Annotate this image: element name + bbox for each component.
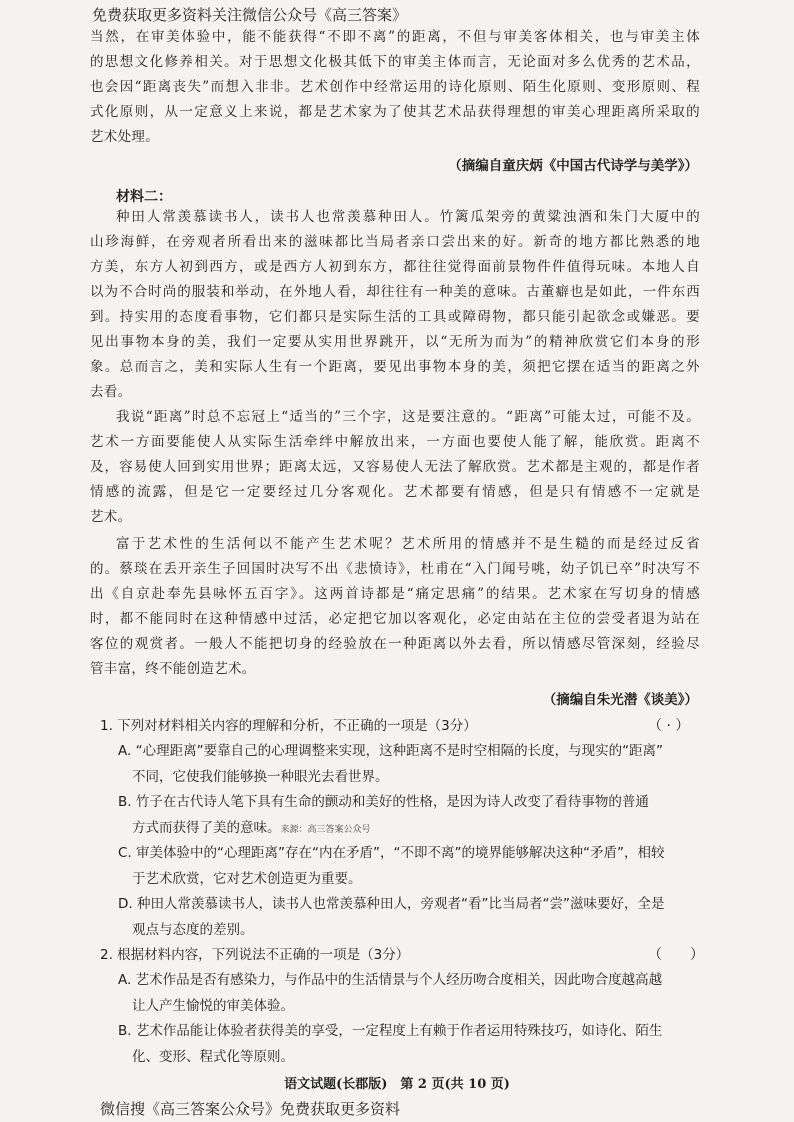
material2-line: 我说“距离”时总不忘冠上“适当的”三个字，这是要注意的。“距离”可能太过，可能不及。 — [116, 409, 700, 425]
material2-line: 及，容易使人回到实用世界；距离太远，又容易使人无法了解欣赏。艺术都是主观的，都是作者 — [90, 459, 700, 475]
passage1-line: 也会因“距离丧失”而想入非非。艺术创作中经常运用的诗化原则、陌生化原则、变形原则、程 — [90, 79, 700, 95]
q2-option-b-cont: 化、变形、程式化等原则。 — [132, 1049, 294, 1065]
passage1-line: 的思想文化修养相关。对于思想文化极其低下的审美主体而言，无论面对多么优秀的艺术品， — [90, 54, 700, 70]
material2-line: 客位的观赏者。一般人不能把切身的经验放在一种距离以外去看，所以情感尽管深刻，经验尽 — [90, 636, 700, 652]
passage1-line: 艺术处理。 — [90, 129, 159, 145]
passage1-line: 式化原则，从一定意义上来说，都是艺术家为了使其艺术品获得理想的审美心理距离所采取的 — [90, 104, 700, 120]
source-citation-1: （摘编自童庆炳《中国古代诗学与美学》） — [448, 158, 698, 174]
source-note: 来源：高三答案公众号 — [280, 825, 371, 835]
material2-line: 去看。 — [90, 384, 132, 400]
material2-line: 见出事物本身的美，我们一定要从实用世界跳开，以“无所为而为”的精神欣赏它们本身的形 — [90, 334, 700, 350]
passage1-line: 当然，在审美体验中，能不能获得“不即不离”的距离，不但与审美客体相关，也与审美主体 — [90, 29, 700, 45]
q1-option-c: C. 审美体验中的“心理距离”存在“内在矛盾”，“不即不离”的境界能够解决这种“矛盾”，相较 — [118, 845, 665, 861]
page-footer: 语文试题(长郡版) 第 2 页(共 10 页) — [284, 1077, 510, 1092]
answer-bracket-1: （ · ） — [648, 718, 690, 734]
material2-line: 方美，东方人初到西方，或是西方人初到东方，都往往觉得面前景物件件值得玩味。本地人自 — [90, 259, 700, 275]
material2-line: 的。蔡琰在丢开亲生子回国时决写不出《悲愤诗》，杜甫在“入门闻号咷，幼子饥已卒”时决写不 — [90, 561, 700, 577]
material2-line: 种田人常羡慕读书人，读书人也常羡慕种田人。竹篱瓜架旁的黄粱浊酒和朱门大厦中的 — [116, 209, 700, 225]
material-heading: 材料二： — [116, 189, 172, 205]
answer-bracket-2: （ ） — [648, 947, 704, 963]
material2-line: 管丰富，终不能创造艺术。 — [90, 661, 256, 677]
material2-line: 出《自京赴奉先县咏怀五百字》。这两首诗都是“痛定思痛”的结果。艺术家在写切身的情感 — [90, 586, 700, 602]
material2-line: 艺术。 — [90, 509, 132, 525]
material2-line: 情感的流露，但是它一定要经过几分客观化。艺术都要有情感，但是只有情感不一定就是 — [90, 484, 700, 500]
watermark-top: 免费获取更多资料关注微信公众号《高三答案》 — [92, 6, 408, 24]
material2-line: 象。总而言之，美和实际人生有一个距离，要见出事物本身的美，须把它摆在适当的距离之外 — [90, 359, 700, 375]
q1-option-d-cont: 观点与态度的差别。 — [132, 922, 254, 938]
q1-option-b-cont-text: 方式而获得了美的意味。 — [132, 820, 281, 836]
q1-option-a: A. “心理距离”要靠自己的心理调整来实现，这种距离不是时空相隔的长度，与现实的“距离” — [118, 743, 664, 759]
material2-line: 到。持实用的态度看事物，它们都只是实际生活的工具或障碍物，都只能引起欲念或嫌恶。要 — [90, 309, 700, 325]
material2-line: 富于艺术性的生活何以不能产生艺术呢？艺术所用的情感并不是生糙的而是经过反省 — [116, 536, 700, 552]
q2-option-a: A. 艺术作品是否有感染力，与作品中的生活情景与个人经历吻合度相关，因此吻合度越高越 — [118, 972, 663, 988]
q1-option-d: D. 种田人常羡慕读书人，读书人也常羡慕种田人，旁观者“看”比当局者“尝”滋味要好，全是 — [118, 896, 665, 912]
q2-option-a-cont: 让人产生愉悦的审美体验。 — [132, 998, 294, 1014]
q1-option-a-cont: 不同，它使我们能够换一种眼光去看世界。 — [132, 769, 389, 785]
q1-option-b-cont — [132, 819, 700, 839]
q2-option-b: B. 艺术作品能让体验者获得美的享受，一定程度上有赖于作者运用特殊技巧，如诗化、陌生 — [118, 1023, 663, 1039]
watermark-bottom: 微信搜《高三答案公众号》免费获取更多资料 — [100, 1100, 401, 1118]
question-2-stem: 2. 根据材料内容，下列说法不正确的一项是（3分） — [100, 947, 410, 963]
source-citation-2: （摘编自朱光潜《谈美》） — [542, 692, 698, 708]
material2-line: 艺术一方面要能使人从实际生活牵绊中解放出来，一方面也要使人能了解，能欣赏。距离不 — [90, 434, 700, 450]
material2-line: 时，都不能同时在这种情感中过活，必定把它加以客观化，必定由站在主位的尝受者退为站在 — [90, 611, 700, 627]
question-1-stem: 1. 下列对材料相关内容的理解和分析，不正确的一项是（3分） — [100, 718, 477, 734]
material2-line: 山珍海鲜，在旁观者所看出来的滋味都比当局者亲口尝出来的好。新奇的地方都比熟悉的地 — [90, 234, 700, 250]
material2-line: 以为不合时尚的服装和举动，在外地人看，却往往有一种美的意味。古董癖也是如此，一件东西 — [90, 284, 700, 300]
q1-option-b: B. 竹子在古代诗人笔下具有生命的颤动和美好的性格，是因为诗人改变了看待事物的普通 — [118, 794, 649, 810]
q1-option-c-cont: 于艺术欣赏，它对艺术创造更为重要。 — [132, 871, 362, 887]
